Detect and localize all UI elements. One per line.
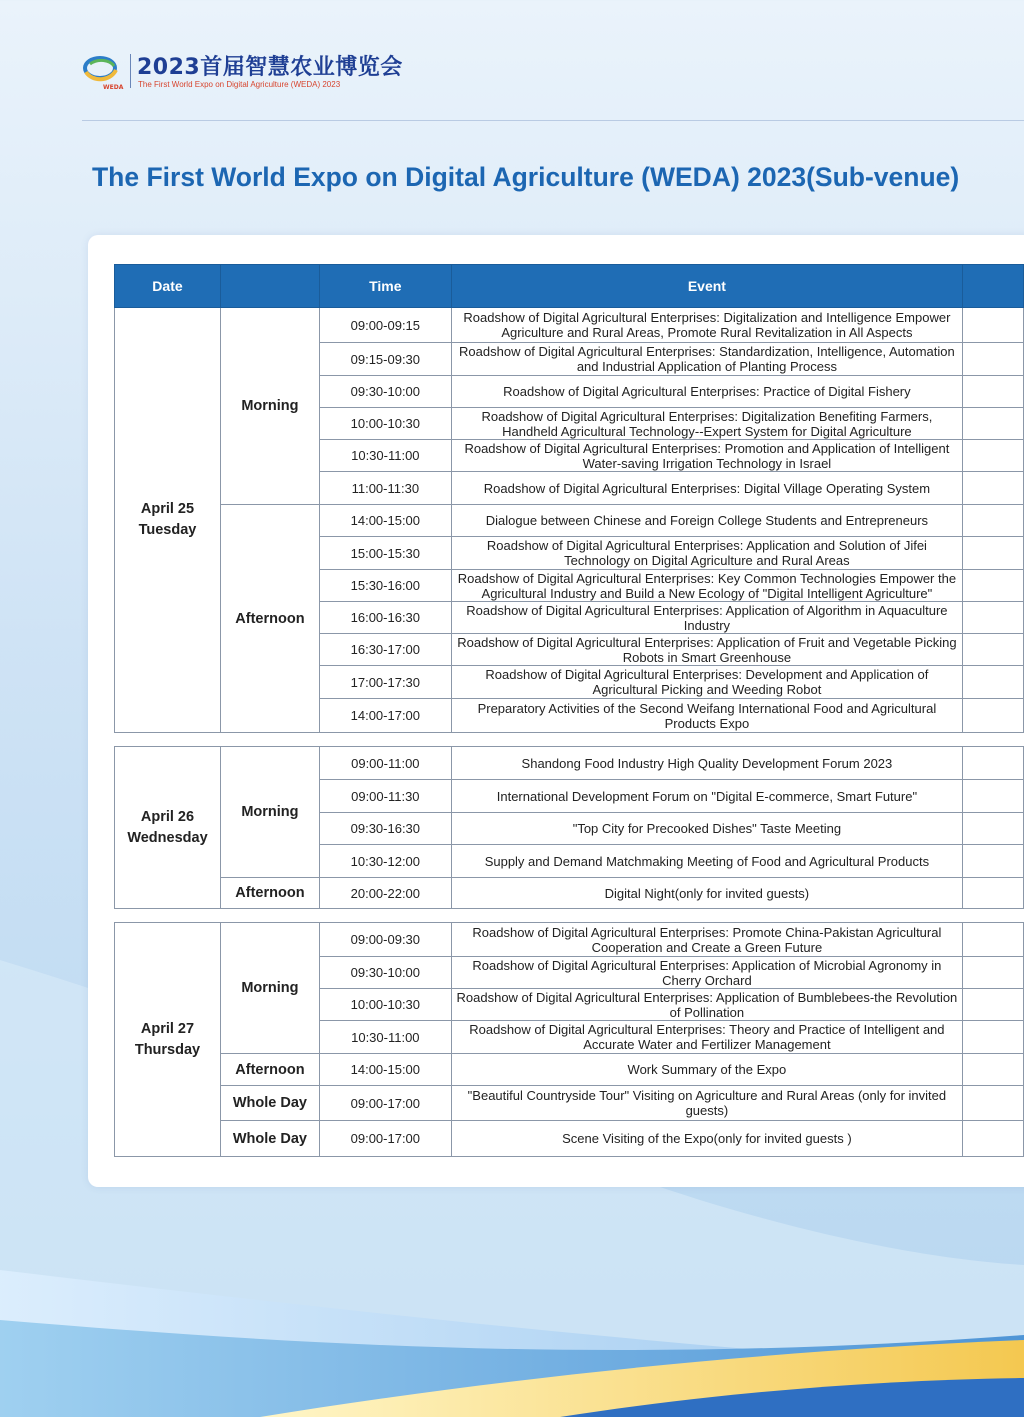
extra-cell <box>963 923 1024 957</box>
weekday-label: Tuesday <box>138 522 197 538</box>
event-cell: Preparatory Activities of the Second Weifang International Food and Agricultural Products Expo <box>451 699 962 733</box>
time-cell: 17:00-17:30 <box>319 666 451 699</box>
time-cell: 10:30-11:00 <box>319 440 451 472</box>
event-cell: Roadshow of Digital Agricultural Enterprises: Digital Village Operating System <box>451 472 962 505</box>
extra-cell <box>963 537 1024 570</box>
period-cell: Morning <box>220 747 319 878</box>
extra-cell <box>963 602 1024 634</box>
extra-cell <box>963 957 1024 989</box>
extra-cell <box>963 666 1024 699</box>
extra-cell <box>963 376 1024 408</box>
time-cell: 11:00-11:30 <box>319 472 451 505</box>
time-cell: 14:00-15:00 <box>319 505 451 537</box>
time-cell: 10:00-10:30 <box>319 408 451 440</box>
event-cell: Roadshow of Digital Agricultural Enterprises: Key Common Technologies Empower the Agricultural Industry and Build a New Ecology of "Digital Intelligent Agriculture" <box>451 570 962 602</box>
table-row <box>115 505 1024 537</box>
header-period <box>220 265 319 308</box>
event-cell: Roadshow of Digital Agricultural Enterprises: Application of Fruit and Vegetable Picking Robots in Smart Greenhouse <box>451 634 962 666</box>
time-cell: 16:30-17:00 <box>319 634 451 666</box>
event-cell: Shandong Food Industry High Quality Development Forum 2023 <box>451 747 962 780</box>
date-label: April 25 <box>140 501 195 517</box>
event-cell: Work Summary of the Expo <box>451 1054 962 1086</box>
day-separator <box>115 909 1024 923</box>
event-cell: Roadshow of Digital Agricultural Enterprises: Development and Application of Agricultural Picking and Weeding Robot <box>451 666 962 699</box>
extra-cell <box>963 1054 1024 1086</box>
period-cell: Whole Day <box>220 1121 319 1157</box>
event-cell: Roadshow of Digital Agricultural Enterprises: Application and Solution of Jifei Technology on Digital Agriculture and Rural Areas <box>451 537 962 570</box>
time-cell: 09:00-17:00 <box>319 1121 451 1157</box>
time-cell: 09:00-09:15 <box>319 308 451 343</box>
time-cell: 09:00-09:30 <box>319 923 451 957</box>
extra-cell <box>963 472 1024 505</box>
extra-cell <box>963 634 1024 666</box>
time-cell: 09:30-10:00 <box>319 957 451 989</box>
table-row <box>115 308 1024 343</box>
event-cell: Roadshow of Digital Agricultural Enterprises: Digitalization and Intelligence Empower Agriculture and Rural Areas, Promote Rural Revitalization in All Aspects <box>451 308 962 343</box>
page-title: The First World Expo on Digital Agriculture (WEDA) 2023(Sub-venue) <box>92 162 960 192</box>
event-cell: Supply and Demand Matchmaking Meeting of Food and Agricultural Products <box>451 845 962 878</box>
extra-cell <box>963 780 1024 813</box>
extra-cell <box>963 1121 1024 1157</box>
event-cell: Roadshow of Digital Agricultural Enterprises: Digitalization Benefiting Farmers, Handheld Agricultural Technology--Expert System for Digital Agriculture <box>451 408 962 440</box>
schedule-table <box>114 264 1024 1157</box>
event-cell: Roadshow of Digital Agricultural Enterprises: Theory and Practice of Intelligent and Accurate Water and Fertilizer Management <box>451 1021 962 1054</box>
time-cell: 09:30-10:00 <box>319 376 451 408</box>
table-row <box>115 1086 1024 1121</box>
time-cell: 15:00-15:30 <box>319 537 451 570</box>
extra-cell <box>963 570 1024 602</box>
date-label: April 27 <box>140 1020 195 1037</box>
day-separator-cell <box>115 909 1024 923</box>
schedule-body <box>115 308 1024 1157</box>
time-cell: 20:00-22:00 <box>319 878 451 909</box>
event-cell: Scene Visiting of the Expo(only for invited guests ) <box>451 1121 962 1157</box>
event-cell: "Top City for Precooked Dishes" Taste Meeting <box>451 813 962 845</box>
time-cell: 14:00-17:00 <box>319 699 451 733</box>
event-cell: Digital Night(only for invited guests) <box>451 878 962 909</box>
header-extra <box>963 265 1024 308</box>
day-separator-cell <box>115 733 1024 747</box>
extra-cell <box>963 1021 1024 1054</box>
extra-cell <box>963 699 1024 733</box>
date-cell <box>115 308 221 733</box>
time-cell: 10:30-12:00 <box>319 845 451 878</box>
event-cell: Roadshow of Digital Agricultural Enterprises: Practice of Digital Fishery <box>451 376 962 408</box>
weda-logo-icon <box>80 52 126 92</box>
table-row <box>115 923 1024 957</box>
header-date: Date <box>115 265 221 308</box>
table-row <box>115 1121 1024 1157</box>
table-header-row <box>115 265 1024 308</box>
header-event: Event <box>451 265 962 308</box>
header-time: Time <box>319 265 451 308</box>
extra-cell <box>963 440 1024 472</box>
schedule-table-container <box>114 264 1024 1157</box>
table-row <box>115 1054 1024 1086</box>
extra-cell <box>963 408 1024 440</box>
header-title-chinese: 2023首届智慧农业博览会 <box>137 55 403 80</box>
event-cell: Roadshow of Digital Agricultural Enterprises: Application of Algorithm in Aquaculture Industry <box>451 602 962 634</box>
time-cell: 09:30-16:30 <box>319 813 451 845</box>
extra-cell <box>963 343 1024 376</box>
extra-cell <box>963 308 1024 343</box>
time-cell: 09:00-17:00 <box>319 1086 451 1121</box>
period-cell: Afternoon <box>220 1054 319 1086</box>
extra-cell <box>963 989 1024 1021</box>
time-cell: 09:00-11:00 <box>319 747 451 780</box>
time-cell: 10:30-11:00 <box>319 1021 451 1054</box>
header-divider <box>82 120 1024 121</box>
day-separator <box>115 733 1024 747</box>
event-cell: International Development Forum on "Digital E-commerce, Smart Future" <box>451 780 962 813</box>
time-cell: 15:30-16:00 <box>319 570 451 602</box>
event-cell: Roadshow of Digital Agricultural Enterprises: Standardization, Intelligence, Automation and Industrial Application of Planting Process <box>451 343 962 376</box>
time-cell: 09:00-11:30 <box>319 780 451 813</box>
extra-cell <box>963 505 1024 537</box>
extra-cell <box>963 813 1024 845</box>
logo-text: WEDA <box>103 84 124 91</box>
extra-cell <box>963 747 1024 780</box>
date-cell <box>115 747 221 909</box>
table-row <box>115 747 1024 780</box>
time-cell: 09:15-09:30 <box>319 343 451 376</box>
event-cell: Roadshow of Digital Agricultural Enterprises: Promotion and Application of Intelligent Water-saving Irrigation Technology in Israel <box>451 440 962 472</box>
table-row <box>115 878 1024 909</box>
date-cell <box>115 923 221 1157</box>
date-label: April 26 <box>140 808 195 825</box>
event-cell: Roadshow of Digital Agricultural Enterprises: Promote China-Pakistan Agricultural Cooperation and Create a Green Future <box>451 923 962 957</box>
period-cell: Afternoon <box>220 505 319 733</box>
event-cell: Roadshow of Digital Agricultural Enterprises: Application of Bumblebees-the Revolution of Pollination <box>451 989 962 1021</box>
event-cell: Roadshow of Digital Agricultural Enterprises: Application of Microbial Agronomy in Cherry Orchard <box>451 957 962 989</box>
event-cell: "Beautiful Countryside Tour" Visiting on Agriculture and Rural Areas (only for invited guests) <box>451 1086 962 1121</box>
logo-divider <box>130 54 131 88</box>
event-cell: Dialogue between Chinese and Foreign College Students and Entrepreneurs <box>451 505 962 537</box>
weekday-label: Wednesday <box>127 829 208 846</box>
time-cell: 10:00-10:30 <box>319 989 451 1021</box>
extra-cell <box>963 1086 1024 1121</box>
period-cell: Morning <box>220 308 319 505</box>
weekday-label: Thursday <box>134 1041 201 1058</box>
time-cell: 14:00-15:00 <box>319 1054 451 1086</box>
period-cell: Morning <box>220 923 319 1054</box>
period-cell: Whole Day <box>220 1086 319 1121</box>
header-title-english: The First World Expo on Digital Agriculture (WEDA) 2023 <box>138 80 341 89</box>
time-cell: 16:00-16:30 <box>319 602 451 634</box>
extra-cell <box>963 878 1024 909</box>
period-cell: Afternoon <box>220 878 319 909</box>
extra-cell <box>963 845 1024 878</box>
